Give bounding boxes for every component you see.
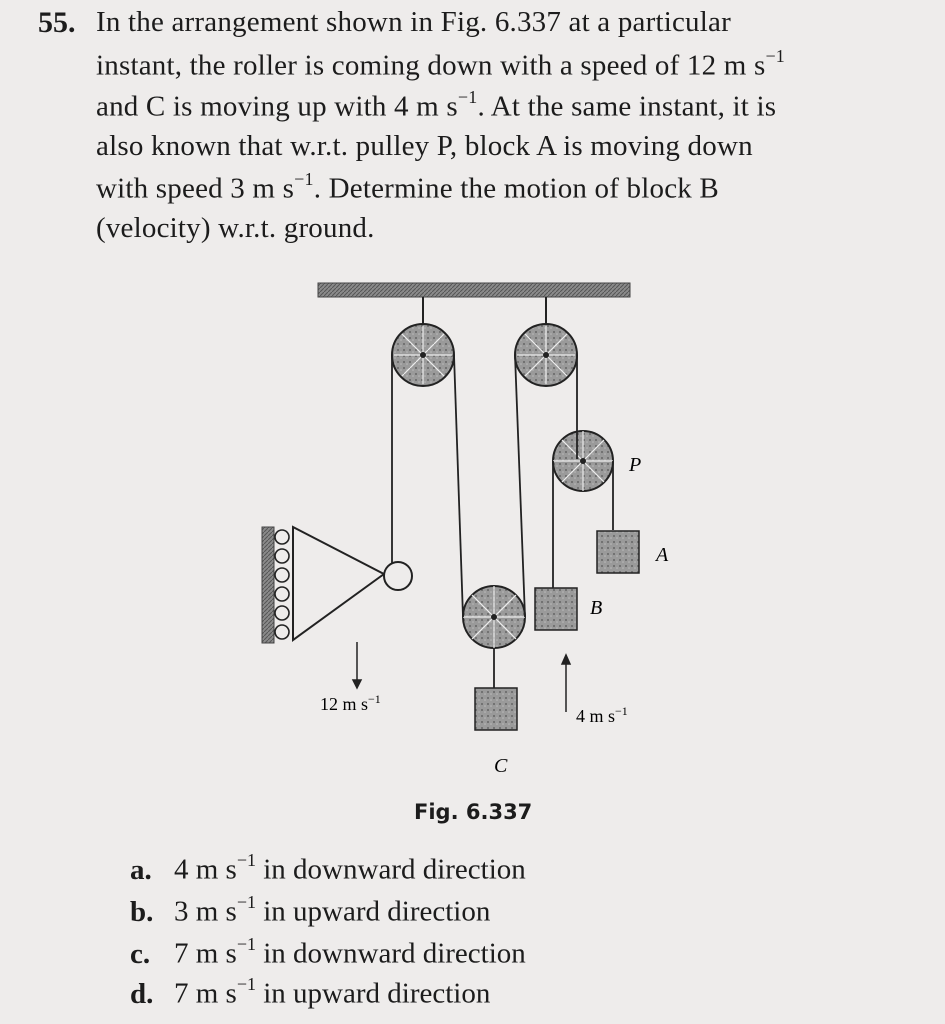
pulley-p <box>553 431 613 491</box>
figure-caption: Fig. 6.337 <box>414 800 533 824</box>
wedge <box>293 527 384 640</box>
question-line-3: and C is moving up with 4 m $s^{-1}$. At the same instant, it is <box>96 87 777 123</box>
option-b: b. 3 m $s^{-1}$ in upward direction <box>130 892 491 928</box>
label-b: B <box>590 597 603 619</box>
question-line-6: (velocity) w.r.t. ground. <box>96 212 375 244</box>
ceiling-support <box>318 283 630 297</box>
c-speed-label: 4 m $s^{-1}$ <box>576 704 628 726</box>
fixed-pulley-2 <box>515 324 577 386</box>
pulley-diagram <box>0 270 945 830</box>
movable-pulley-c <box>463 586 525 648</box>
question-number: 55. <box>38 6 76 39</box>
option-a: a. 4 m $s^{-1}$ in downward direction <box>130 850 526 886</box>
question-line-5: with speed 3 m $s^{-1}$. Determine the motion of block B <box>96 169 719 205</box>
option-d: d. 7 m $s^{-1}$ in upward direction <box>130 974 491 1010</box>
question-line-2: instant, the roller is coming down with a speed of 12 m $s^{-1}$ <box>96 46 785 82</box>
roller-speed-label: 12 m $s^{-1}$ <box>320 692 381 714</box>
block-a <box>597 531 639 573</box>
roller-wheel <box>384 562 412 590</box>
question-line-1: In the arrangement shown in Fig. 6.337 at a particular <box>96 6 731 38</box>
label-a: A <box>656 544 669 566</box>
option-c: c. 7 m $s^{-1}$ in downward direction <box>130 934 526 970</box>
arrow-c-up <box>562 655 570 712</box>
block-b <box>535 588 577 630</box>
question-line-4: also known that w.r.t. pulley P, block A is moving down <box>96 130 753 162</box>
wall <box>262 527 274 643</box>
label-c: C <box>494 755 508 777</box>
rollers <box>275 530 289 639</box>
arrow-roller-down <box>353 642 361 688</box>
block-c <box>475 688 517 730</box>
label-p: P <box>629 454 642 476</box>
fixed-pulley-1 <box>392 324 454 386</box>
